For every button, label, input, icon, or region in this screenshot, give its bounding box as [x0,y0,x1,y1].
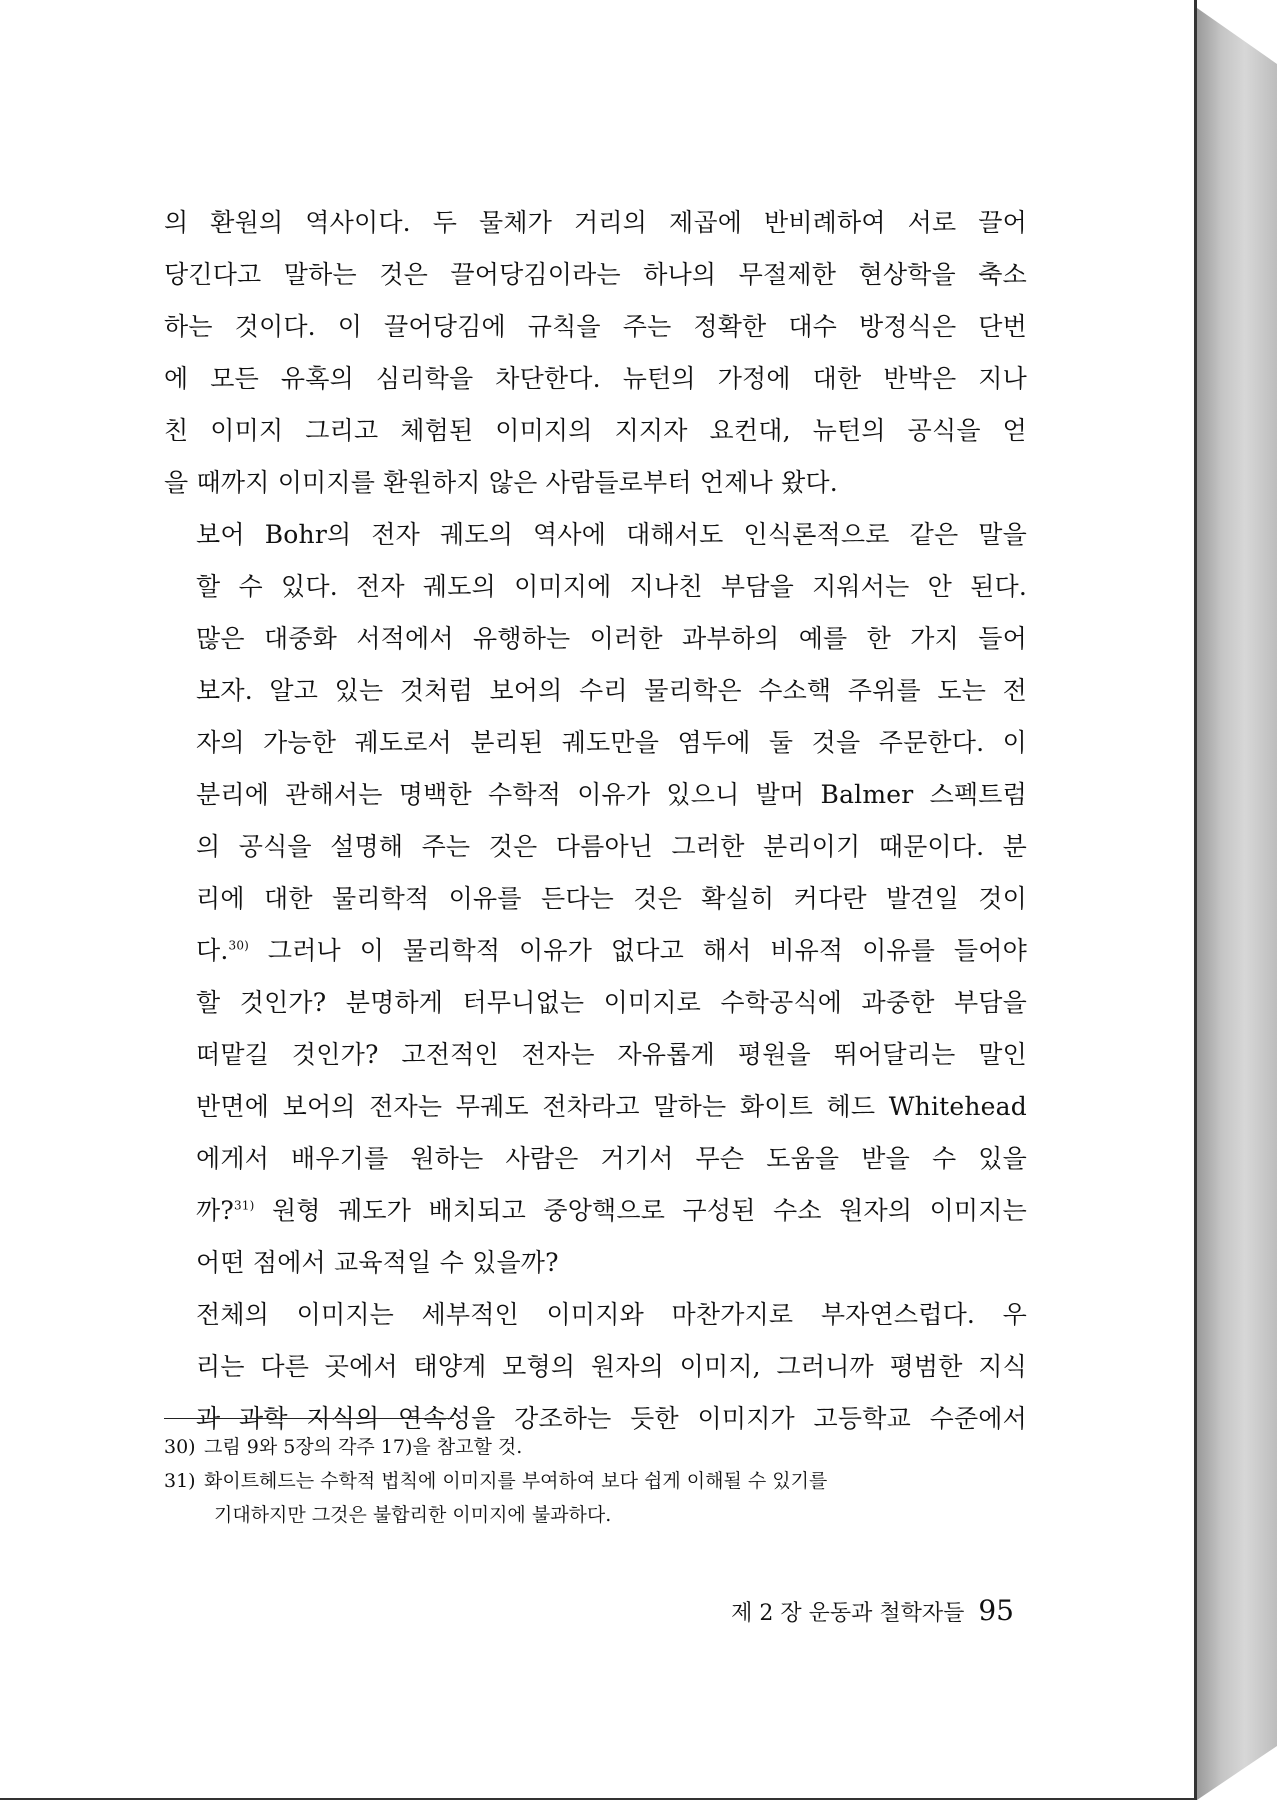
paragraph-2 [164,509,1027,1289]
footnote-ref-30: 30) [228,938,250,953]
text-line: 에 모든 유혹의 심리학을 차단한다. 뉴턴의 가정에 대한 반박은 지나 [164,364,1027,393]
text-fragment: 다. [196,936,229,965]
text-line: 의 환원의 역사이다. 두 물체가 거리의 제곱에 반비례하여 서로 끌어 [164,208,1027,237]
footnote-divider [164,1418,454,1419]
footnote-ref-31: 31) [233,1198,255,1213]
text-fragment: 원형 궤도가 배치되고 중앙핵으로 구성된 수소 원자의 이미지는 [271,1196,1027,1225]
text-line: 반면에 보어의 전자는 무궤도 전차라고 말하는 화이트 헤드 Whitehead [196,1092,1027,1121]
text-line: 전체의 이미지는 세부적인 이미지와 마찬가지로 부자연스럽다. 우 [196,1300,1027,1329]
text-line: 을 때까지 이미지를 환원하지 않은 사람들로부터 언제나 왔다. [164,468,838,497]
text-line: 당긴다고 말하는 것은 끌어당김이라는 하나의 무절제한 현상학을 축소 [164,260,1027,289]
text-line: 의 공식을 설명해 주는 것은 다름아닌 그러한 분리이기 때문이다. 분 [196,832,1027,861]
text-line: 과 과학 지식의 연속성을 강조하는 듯한 이미지가 고등학교 수준에서 [196,1404,1027,1433]
text-line: 보어 Bohr의 전자 궤도의 역사에 대해서도 인식론적으로 같은 말을 [196,520,1027,549]
text-line: 할 것인가? 분명하게 터무니없는 이미지로 수학공식에 과중한 부담을 [196,988,1027,1017]
paragraph-3 [164,1289,1027,1445]
footnote-30 [164,1430,1027,1464]
text-fragment: 까? [196,1196,234,1225]
text-line: 하는 것이다. 이 끌어당김에 규칙을 주는 정확한 대수 방정식은 단번 [164,312,1027,341]
footnote-number: 30) [164,1436,196,1458]
text-line: 할 수 있다. 전자 궤도의 이미지에 지나친 부담을 지워서는 안 된다. [196,572,1027,601]
text-line: 리에 대한 물리학적 이유를 든다는 것은 확실히 커다란 발견일 것이 [196,884,1027,913]
text-line: 에게서 배우기를 원하는 사람은 거기서 무슨 도움을 받을 수 있을 [196,1144,1027,1173]
chapter-title: 제 2 장 운동과 철학자들 [731,1601,965,1626]
book-page-edge [1197,0,1277,1806]
text-line: 리는 다른 곳에서 태양계 모형의 원자의 이미지, 그러니까 평범한 지식 [196,1352,1027,1381]
text-line: 자의 가능한 궤도로서 분리된 궤도만을 염두에 둘 것을 주문한다. 이 [196,728,1027,757]
text-line: 떠맡길 것인가? 고전적인 전자는 자유롭게 평원을 뛰어달리는 말인 [196,1040,1027,1069]
footnote-text: 그림 9와 5장의 각주 17)을 참고할 것. [204,1436,523,1458]
footnotes [164,1430,1027,1532]
text-fragment: 그러나 이 물리학적 이유가 없다고 해서 비유적 이유를 들어야 [267,936,1027,965]
paragraph-1 [164,197,1027,509]
text-line-with-footnote [164,925,1027,977]
footnote-text: 화이트헤드는 수학적 법칙에 이미지를 부여하여 보다 쉽게 이해될 수 있기를 [204,1470,828,1492]
running-footer [731,1596,1014,1629]
text-line: 어떤 점에서 교육적일 수 있을까? [196,1248,559,1277]
text-line: 분리에 관해서는 명백한 수학적 이유가 있으니 발머 Balmer 스펙트럼 [196,780,1027,809]
footnote-31 [164,1464,1027,1498]
body-text [164,197,1027,1445]
page-number: 95 [978,1594,1014,1627]
text-line: 보자. 알고 있는 것처럼 보어의 수리 물리학은 수소핵 주위를 도는 전 [196,676,1027,705]
text-line-with-footnote [164,1185,1027,1237]
text-line: 친 이미지 그리고 체험된 이미지의 지지자 요컨대, 뉴턴의 공식을 얻 [164,416,1027,445]
footnote-number: 31) [164,1470,196,1492]
text-line: 많은 대중화 서적에서 유행하는 이러한 과부하의 예를 한 가지 들어 [196,624,1027,653]
footnote-31-continued: 기대하지만 그것은 불합리한 이미지에 불과하다. [214,1504,612,1526]
